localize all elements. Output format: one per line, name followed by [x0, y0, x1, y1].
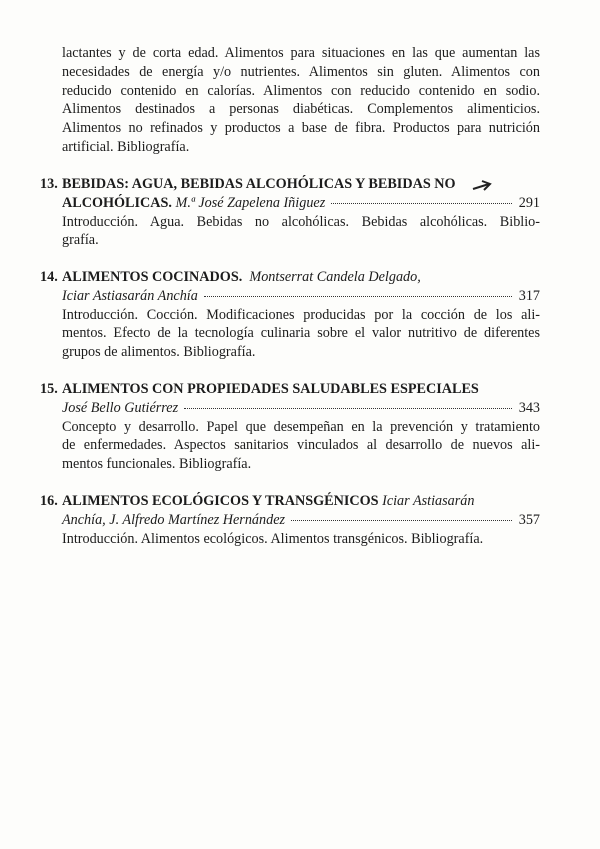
intro-line: Alimentos destinados a personas diabéticas. Complementos alimenticios. [62, 101, 540, 118]
intro-line: necesidades de energía y/o nutrientes. Alimentos sin gluten. Alimentos con [62, 63, 540, 80]
chapter-title-line: ALIMENTOS CON PROPIEDADES SALUDABLES ESPECIALES [62, 381, 479, 397]
chapter-summary-line: grupos de alimentos. Bibliografía. [62, 344, 256, 361]
chapter-15 [40, 380, 540, 474]
chapter-author: M.ª José Zapelena Iñiguez [175, 194, 326, 211]
page-number: 357 [518, 511, 540, 528]
chapter-summary-line: grafía. [62, 232, 99, 249]
dot-leader [184, 408, 512, 409]
chapter-author: José Bello Gutiérrez [62, 399, 179, 416]
chapter-author: Anchía, J. Alfredo Martínez Hernández [62, 511, 286, 528]
chapter-summary-line: Introducción. Agua. Bebidas no alcohólicas. Bebidas alcohólicas. Biblio- [62, 213, 540, 230]
chapter-author: Iciar Astiasarán Anchía [62, 287, 198, 304]
intro-line: lactantes y de corta edad. Alimentos para situaciones en las que aumentan las [62, 45, 540, 61]
dot-leader [204, 296, 512, 297]
intro-line: artificial. Bibliografía. [62, 138, 190, 155]
chapter-13-title [40, 175, 540, 194]
chapter-summary-line: de enfermedades. Aspectos sanitarios vinculados al desarrollo de nuevos ali- [62, 437, 540, 454]
dot-leader [331, 203, 512, 204]
chapter-number: 13. [40, 176, 58, 192]
chapter-summary-line: Introducción. Cocción. Modificaciones producidas por la cocción de los ali- [62, 306, 540, 323]
chapter-author: Iciar Astiasarán [382, 493, 475, 509]
chapter-title-line: ALIMENTOS COCINADOS. [62, 269, 243, 285]
chapter-title-line: ALIMENTOS ECOLÓGICOS Y TRANSGÉNICOS [62, 493, 379, 509]
page-number: 317 [518, 287, 540, 304]
chapter-summary-line: mentos funcionales. Bibliografía. [62, 456, 252, 473]
page-number: 343 [518, 399, 540, 416]
intro-line: Alimentos no refinados y productos a base de fibra. Productos para nutrición [62, 120, 540, 137]
chapter-author: Montserrat Candela Delgado, [249, 269, 421, 285]
dot-leader [291, 520, 512, 521]
chapter-15-title [40, 380, 540, 399]
chapter-summary-line: Introducción. Alimentos ecológicos. Alimentos transgénicos. Bibliografía. [62, 530, 484, 547]
chapter-16-author-line [40, 511, 540, 530]
chapter-number: 14. [40, 269, 58, 285]
chapter-summary-line: mentos. Efecto de la tecnología culinaria sobre el valor nutritivo de diferentes [62, 325, 540, 342]
chapter-title-line: BEBIDAS: AGUA, BEBIDAS ALCOHÓLICAS Y BEBIDAS NO [62, 176, 456, 192]
chapter-number: 16. [40, 493, 58, 509]
chapter-summary-line: Concepto y desarrollo. Papel que desempeñan en la prevención y tratamiento [62, 418, 540, 435]
chapter-14-author-line [40, 287, 540, 306]
chapter-title-line: ALCOHÓLICAS. [62, 194, 172, 211]
chapter-13-title-line2 [40, 194, 540, 213]
intro-line: reducido contenido en calorías. Alimentos con reducido contenido en sodio. [62, 82, 540, 99]
chapter-number: 15. [40, 381, 58, 397]
page-number: 291 [518, 194, 540, 211]
chapter-15-author-line [40, 399, 540, 418]
chapter-13 [40, 175, 540, 250]
chapter-16 [40, 492, 540, 548]
intro-paragraph [40, 44, 540, 157]
chapter-14-title [40, 268, 540, 287]
chapter-16-title [40, 492, 540, 511]
chapter-14 [40, 268, 540, 362]
